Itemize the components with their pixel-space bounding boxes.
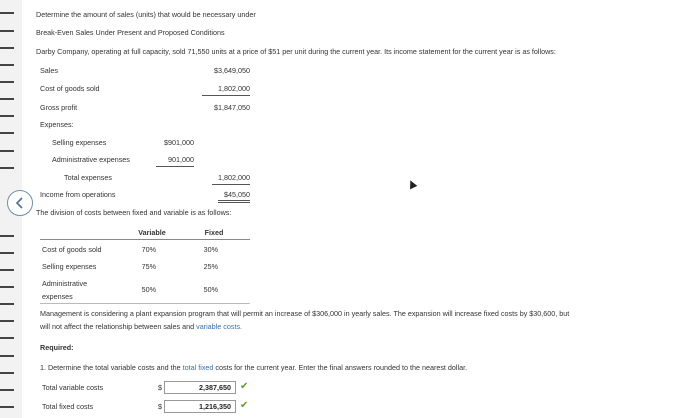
cogs-label: Cost of goods sold — [40, 84, 100, 93]
check-icon: ✔ — [240, 381, 249, 392]
question-1 — [40, 363, 467, 372]
margin-tick — [0, 252, 14, 254]
division-row-variable: 50% — [141, 285, 156, 294]
income-label: Income from operations — [40, 190, 116, 199]
admin-expenses-value: 901,000 — [168, 155, 194, 164]
question-text: costs for the current year. Enter the final answers rounded to the nearest dollar. — [213, 363, 468, 372]
table-header-rule — [40, 239, 250, 240]
margin-tick — [0, 47, 14, 49]
margin-tick — [0, 389, 14, 391]
total-expenses-value: 1,802,000 — [218, 173, 250, 182]
division-row-label: Administrative — [42, 279, 88, 288]
margin-tick — [0, 12, 14, 14]
admin-expenses-label: Administrative expenses — [52, 155, 130, 164]
problem-page — [22, 0, 700, 418]
problem-intro: Darby Company, operating at full capacity, sold 71,550 units at a price of $51 per unit during the current year. Its income statement for the current year is as follows: — [36, 47, 556, 56]
check-icon: ✔ — [240, 400, 249, 411]
sales-value: $3,649,050 — [214, 66, 250, 75]
variable-costs-link[interactable]: variable costs. — [196, 322, 243, 331]
table-bottom-rule — [40, 303, 250, 304]
division-intro: The division of costs between fixed and variable is as follows: — [36, 208, 232, 217]
margin-tick — [0, 150, 14, 152]
margin-tick — [0, 372, 14, 374]
division-row-label: Cost of goods sold — [42, 245, 102, 254]
margin-tick — [0, 167, 14, 169]
subtotal-rule — [212, 184, 250, 185]
problem-title: Determine the amount of sales (units) that would be necessary under — [36, 10, 256, 19]
margin-tick — [0, 81, 14, 83]
division-row-label: Selling expenses — [42, 262, 97, 271]
margin-tick — [0, 30, 14, 32]
subtotal-rule — [156, 166, 194, 167]
gross-profit-label: Gross profit — [40, 103, 78, 112]
division-row-fixed: 25% — [203, 262, 218, 271]
division-row-variable: 70% — [141, 245, 156, 254]
management-text-part: will not affect the relationship between sales and — [40, 322, 197, 331]
margin-tick — [0, 235, 14, 237]
total-expenses-label: Total expenses — [64, 173, 112, 182]
income-value: $45,050 — [224, 190, 250, 199]
margin-tick — [0, 406, 14, 408]
margin-tick — [0, 269, 14, 271]
back-button[interactable] — [7, 190, 33, 216]
selling-expenses-label: Selling expenses — [52, 138, 107, 147]
margin-tick — [0, 115, 14, 117]
margin-tick — [0, 98, 14, 100]
chevron-left-icon — [15, 197, 25, 209]
cogs-value: 1,802,000 — [218, 84, 250, 93]
total-double-rule — [218, 202, 250, 203]
total-fixed-costs-input[interactable]: 1,216,350 — [164, 400, 236, 413]
margin-tick — [0, 337, 14, 339]
margin-tick — [0, 303, 14, 305]
answer-label: Total variable costs — [42, 383, 104, 392]
margin-tick — [0, 355, 14, 357]
margin-tick — [0, 320, 14, 322]
margin-tick — [0, 286, 14, 288]
division-row-fixed: 50% — [203, 285, 218, 294]
required-heading: Required: — [40, 343, 74, 352]
management-text: Management is considering a plant expansion program that will permit an increase of $306,000 in yearly sales. The expansion will increase fixed costs by $30,600, but — [40, 309, 570, 318]
question-text: 1. Determine the total variable costs and the — [40, 363, 183, 372]
fixed-column-header: Fixed — [204, 228, 224, 237]
total-double-rule — [218, 200, 250, 201]
currency-symbol: $ — [158, 383, 162, 392]
total-fixed-link[interactable]: total fixed — [182, 363, 214, 372]
problem-subtitle: Break-Even Sales Under Present and Proposed Conditions — [36, 28, 225, 37]
sales-label: Sales — [40, 66, 58, 75]
division-row-label-cont: expenses — [42, 292, 73, 301]
gross-profit-value: $1,847,050 — [214, 103, 250, 112]
management-text-cont — [40, 322, 242, 331]
total-variable-costs-input[interactable]: 2,387,650 — [164, 381, 236, 394]
division-row-variable: 75% — [141, 262, 156, 271]
answer-label: Total fixed costs — [42, 402, 94, 411]
currency-symbol: $ — [158, 402, 162, 411]
division-row-fixed: 30% — [203, 245, 218, 254]
mouse-cursor-icon — [407, 179, 418, 190]
subtotal-rule — [202, 95, 250, 96]
margin-tick — [0, 64, 14, 66]
selling-expenses-value: $901,000 — [164, 138, 194, 147]
expenses-label: Expenses: — [40, 120, 74, 129]
margin-tick — [0, 132, 14, 134]
variable-column-header: Variable — [138, 228, 166, 237]
